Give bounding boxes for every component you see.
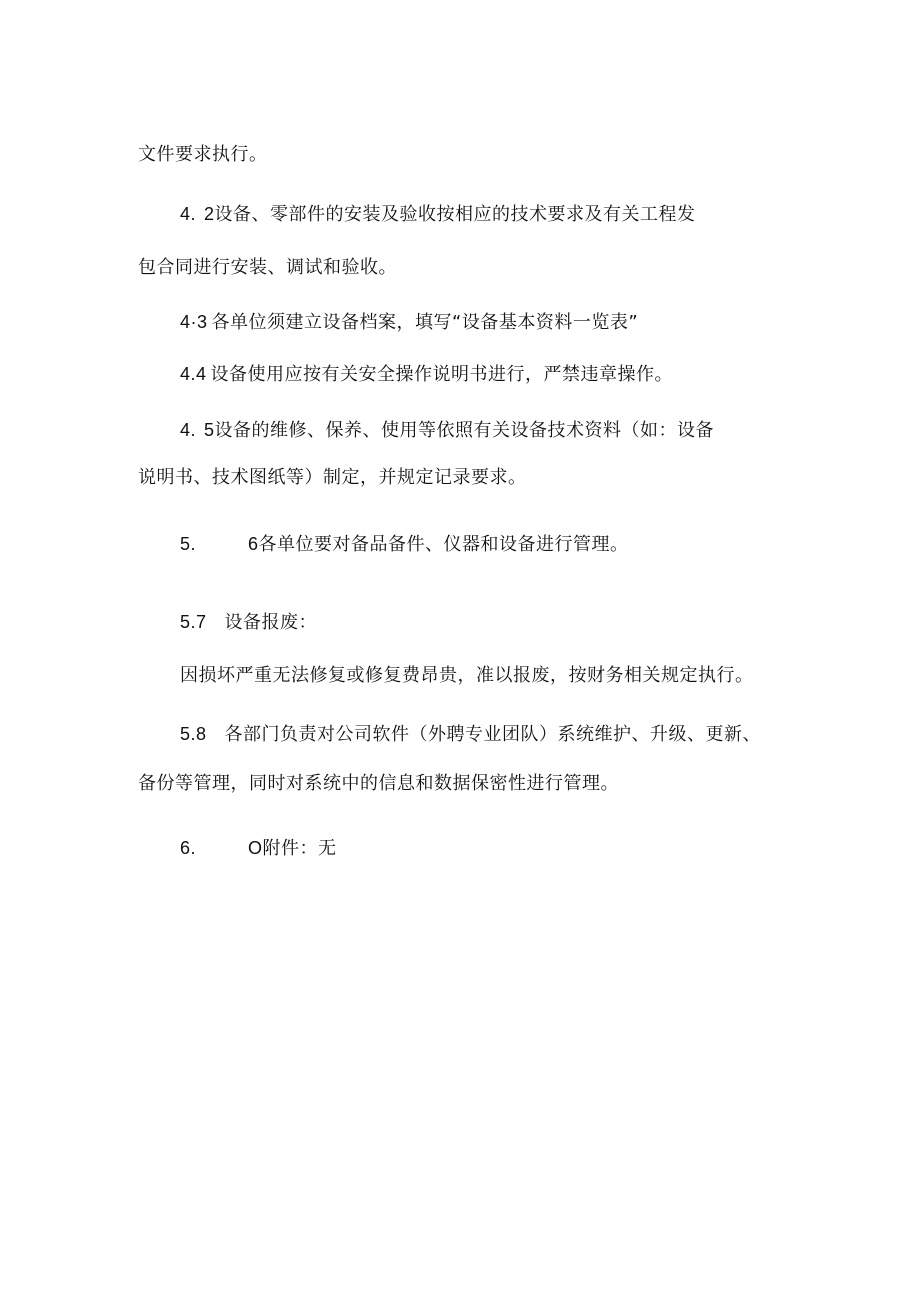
clause-6-0 [180, 836, 337, 861]
clause-5-7-body [180, 664, 754, 688]
clause-text: 设备的维修、保养、使用等依照有关设备技术资料（如：设备 [214, 420, 715, 441]
clause-number: 5.7 [180, 612, 207, 632]
clause-text: 因损坏严重无法修复或修复费昂贵，准以报废，按财务相关规定执行。 [180, 665, 754, 686]
clause-4-5-continuation [138, 466, 527, 490]
clause-number: 6. [180, 838, 197, 858]
clause-4-3 [180, 310, 638, 335]
clause-number: 5.8 [180, 724, 207, 744]
clause-number-suffix: 6 [248, 534, 259, 554]
paragraph-text: 文件要求执行。 [138, 144, 268, 165]
clause-text: 各部门负责对公司软件（外聘专业团队）系统维护、升级、更新、 [224, 724, 762, 745]
clause-5-7 [180, 610, 317, 635]
clause-4-2 [180, 202, 696, 227]
paragraph-continuation [138, 143, 268, 167]
clause-text: 说明书、技术图纸等）制定，并规定记录要求。 [138, 467, 527, 488]
clause-heading: 设备报废： [224, 612, 318, 633]
clause-number: 4. [180, 420, 197, 440]
clause-number: 4·3 [180, 312, 208, 332]
clause-text: 各单位须建立设备档案，填写“设备基本资料一览表” [211, 312, 639, 333]
clause-number: 4. [180, 204, 197, 224]
clause-text: 各单位要对备品备件、仪器和设备进行管理。 [258, 534, 629, 555]
clause-4-4 [180, 362, 673, 387]
clause-5-6 [180, 532, 629, 557]
clause-4-2-continuation [138, 256, 397, 280]
clause-number: 4.4 [180, 364, 207, 384]
clause-4-5 [180, 418, 714, 443]
clause-text: 设备、零部件的安装及验收按相应的技术要求及有关工程发 [214, 204, 696, 225]
clause-5-8 [180, 722, 761, 747]
clause-5-8-continuation [138, 772, 619, 796]
clause-number: 5. [180, 534, 197, 554]
clause-number-suffix: O [248, 838, 263, 858]
clause-text: 备份等管理，同时对系统中的信息和数据保密性进行管理。 [138, 773, 619, 794]
clause-number-suffix: 2 [204, 204, 215, 224]
clause-text: 设备使用应按有关安全操作说明书进行，严禁违章操作。 [210, 364, 674, 385]
clause-text: 包合同进行安装、调试和验收。 [138, 257, 397, 278]
clause-number-suffix: 5 [204, 420, 215, 440]
clause-text: 附件：无 [262, 838, 337, 859]
